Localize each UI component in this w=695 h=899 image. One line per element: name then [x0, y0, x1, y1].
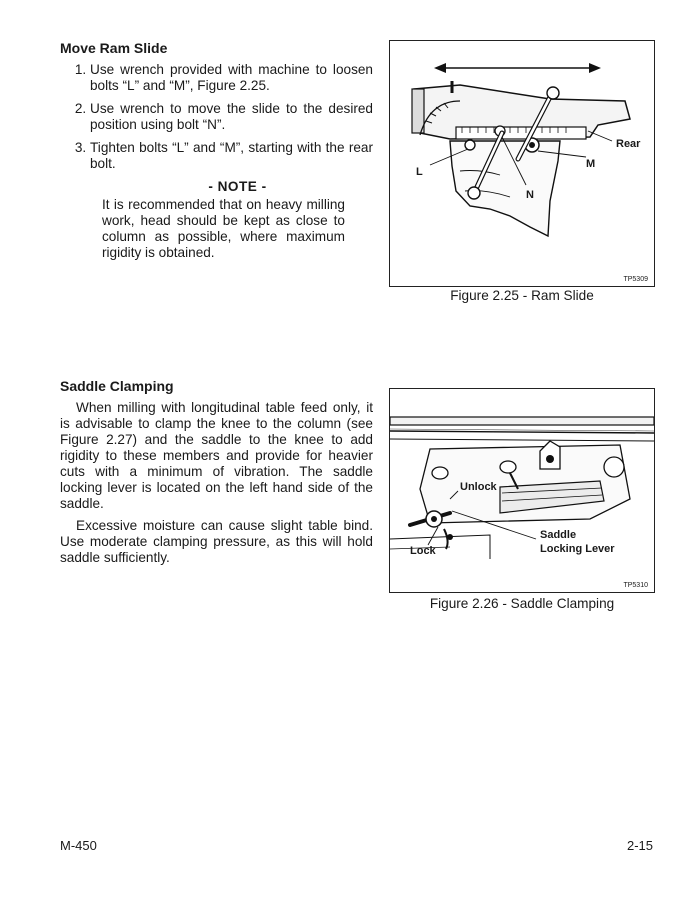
saddle-clamping-heading: Saddle Clamping — [60, 378, 174, 394]
ram-slide-section — [60, 40, 373, 261]
ram-slide-heading: Move Ram Slide — [60, 40, 168, 56]
ram-slide-illustration — [390, 41, 654, 286]
figure-ram-slide — [389, 40, 655, 287]
note-body: It is recommended that on heavy milling work, head should be kept as close to column as possible, where maximum rigidity is obtained. — [102, 197, 345, 260]
saddle-para-1: When milling with longitudinal table feed only, it is advisable to clamp the knee to the column (see Figure 2.27) and the saddle to the knee to add rigidity to these members and provide for heavier cuts with a minimum of vibration. The saddle locking lever is located on the left hand side of the saddle. — [60, 400, 373, 511]
footer-doc-id: M-450 — [60, 838, 97, 853]
label-locking-lever: Locking Lever — [540, 543, 615, 555]
label-saddle: Saddle — [540, 529, 577, 541]
figure-saddle-clamping — [389, 388, 655, 593]
saddle-para-2: Excessive moisture can cause slight table bind. Use moderate clamping pressure, as this will hold saddle sufficiently. — [60, 518, 373, 565]
ram-slide-step-3: 3. Tighten bolts “L” and “M”, starting with the rear bolt. — [90, 140, 373, 172]
ram-slide-step-2: 2. Use wrench to move the slide to the desired position using bolt “N”. — [90, 101, 373, 133]
label-m: M — [586, 158, 596, 170]
label-n: N — [526, 189, 534, 201]
ram-slide-steps — [60, 62, 373, 172]
saddle-clamping-section — [60, 378, 373, 572]
saddle-clamping-illustration — [390, 389, 654, 592]
ram-slide-step-1: 1. Use wrench provided with machine to loosen bolts “L” and “M”, Figure 2.25. — [90, 62, 373, 94]
figure-226-code: TP5310 — [623, 582, 648, 589]
figure-226-caption: Figure 2.26 - Saddle Clamping — [429, 596, 615, 611]
label-rear: Rear — [616, 138, 641, 150]
note-title: - NOTE - — [208, 179, 267, 194]
figure-225-code: TP5309 — [623, 276, 648, 283]
label-lock: Lock — [410, 545, 436, 557]
footer-page-number: 2-15 — [626, 838, 653, 853]
label-l: L — [416, 166, 423, 178]
figure-225-caption: Figure 2.25 - Ram Slide — [450, 288, 594, 303]
label-unlock: Unlock — [460, 481, 497, 493]
